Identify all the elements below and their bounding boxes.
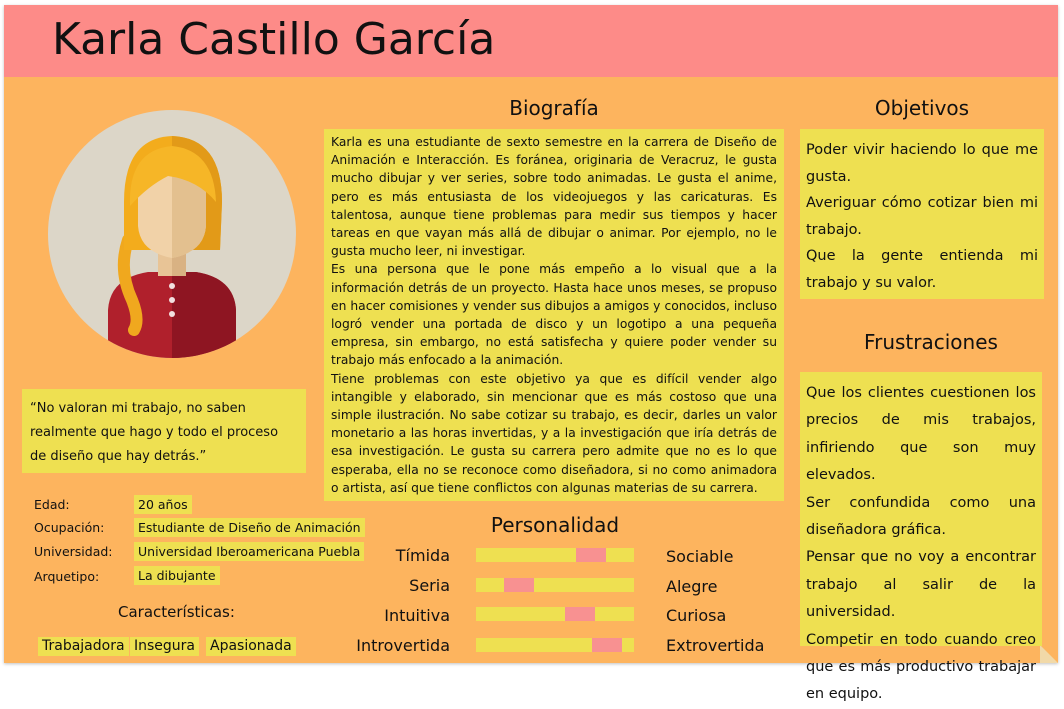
scale-right-label: Extrovertida [666, 636, 765, 655]
frustration-item: Ser confundida como una diseñadora gráfica. [806, 494, 1036, 539]
frustration-item: Competir en todo cuando creo que es más productivo trabajar en equipo. [806, 631, 1036, 703]
frustrations-title: Frustraciones [864, 330, 998, 354]
scale-track [476, 578, 634, 592]
info-occupation-label: Ocupación: [34, 520, 105, 535]
objective-item: Averiguar cómo cotizar bien mi trabajo. [806, 195, 1038, 238]
info-university-value: Universidad Iberoamericana Puebla [134, 542, 364, 561]
biography-title: Biografía [509, 96, 599, 120]
objective-item: Poder vivir haciendo lo que me gusta. [806, 142, 1038, 185]
persona-avatar [48, 110, 296, 358]
scale-marker [592, 638, 622, 652]
biography-paragraph: Karla es una estudiante de sexto semestre en la carrera de Diseño de Animación e Interacción. Es foránea, originaria de Veracruz, le gusta mucho dibujar y ver series, sobre todo animadas. Le gusta el anime, pero es más entusiasta de los videojuegos y las caricaturas. Es talentosa, aunque tiene problemas para medir sus tiempos y hacer tareas en que vayan más allá de dibujar o animar. Por ejemplo, no le gusta mucho leer, ni investigar. [331, 135, 777, 259]
scale-right-label: Alegre [666, 577, 718, 596]
scale-left-label: Seria [409, 576, 450, 595]
biography-box [324, 129, 784, 501]
trait-chip: Apasionada [206, 637, 296, 656]
scale-right-label: Curiosa [666, 606, 727, 625]
personality-title: Personalidad [490, 513, 620, 537]
biography-paragraph: Tiene problemas con este objetivo ya que es difícil vender algo intangible y elaborado, sin mencionar que es más costoso que una simple ilustración. No sabe cotizar su trabajo, es decir, darles un valor monetario a las horas invertidas, y a la investigación que iría detrás de esa investigación. Le gusta su carrera pero admite que no es lo que esperaba, ella no se reconoce como diseñadora, si no como animadora o artista, así que tiene conflictos con algunas materias de su carrera. [331, 371, 777, 495]
info-age-value: 20 años [134, 495, 192, 514]
trait-chip: Insegura [130, 637, 199, 656]
info-university-label: Universidad: [34, 544, 113, 559]
scale-right-label: Sociable [666, 547, 734, 566]
info-archetype-value: La dibujante [134, 566, 220, 585]
scale-marker [576, 548, 606, 562]
frustration-item: Que los clientes cuestionen los precios de mis trabajos, infiriendo que son muy elevados. [806, 385, 1036, 484]
scale-left-label: Intuitiva [384, 606, 450, 625]
scale-left-label: Tímida [395, 546, 450, 565]
objective-item: Que la gente entienda mi trabajo y su valor. [806, 248, 1038, 291]
scale-track [476, 548, 634, 562]
frustration-item: Pensar que no voy a encontrar trabajo al salir de la universidad. [806, 549, 1036, 621]
scale-left-label: Introvertida [356, 636, 450, 655]
info-age-label: Edad: [34, 497, 70, 512]
info-occupation-value: Estudiante de Diseño de Animación [134, 518, 365, 537]
trait-chip: Trabajadora [38, 637, 129, 656]
scale-marker [565, 607, 595, 621]
info-archetype-label: Arquetipo: [34, 569, 100, 584]
scale-track [476, 607, 634, 621]
biography-paragraph: Es una persona que le pone más empeño a lo visual que a la información detrás de un proyecto. Hasta hace unos meses, se propuso en hacer comisiones y vender sus dibujos a amigos y conocidos, incluso logró vender una portada de disco y un logotipo a una pequeña empresa, sin embargo, no está satisfecha y quiere poder vender su trabajo más enfocado a la animación. [331, 262, 777, 368]
persona-quote: “No valoran mi trabajo, no saben realmente que hago y todo el proceso de diseño que hay detrás.” [22, 389, 306, 473]
persona-name: Karla Castillo García [52, 14, 496, 65]
traits-title: Características: [118, 603, 235, 621]
page-curl [1040, 645, 1058, 663]
scale-marker [504, 578, 534, 592]
objectives-title: Objetivos [874, 96, 970, 120]
frustrations-box [800, 372, 1042, 703]
scale-track [476, 638, 634, 652]
objectives-box [800, 129, 1044, 299]
